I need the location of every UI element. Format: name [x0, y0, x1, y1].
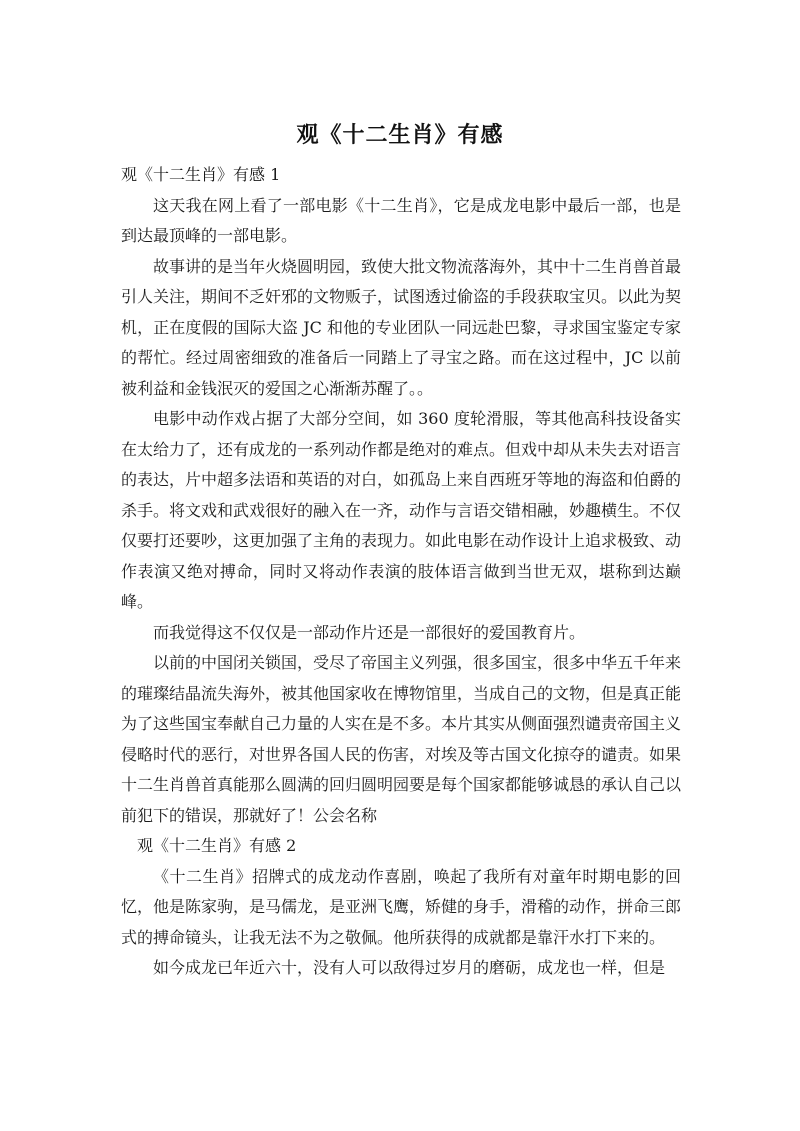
- section-heading-2: 观《十二生肖》有感 2: [137, 836, 297, 855]
- document-body: [121, 160, 681, 984]
- paragraph: 这天我在网上看了一部电影《十二生肖》，它是成龙电影中最后一部，也是到达最顶峰的一部电影。: [121, 195, 681, 245]
- paragraph: 电影中动作戏占据了大部分空间，如 360 度轮滑服，等其他高科技设备实在太给力了，还有成龙的一系列动作都是绝对的难点。但戏中却从未失去对语言的表达，片中超多法语和英语的对白，如孤岛上来自西班牙等地的海盗和伯爵的杀手。将文戏和武戏很好的融入在一齐，动作与言语交错相融，妙趣横生。不仅仅要打还要吵，这更加强了主角的表现力。如此电影在动作设计上追求极致、动作表演又绝对搏命，同时又将动作表演的肢体语言做到当世无双，堪称到达巅峰。: [121, 409, 682, 611]
- paragraph: 《十二生肖》招牌式的成龙动作喜剧，唤起了我所有对童年时期电影的回忆，他是陈家驹，是马儒龙，是亚洲飞鹰，矫健的身手，滑稽的动作，拼命三郎式的搏命镜头，让我无法不为之敬佩。他所获得的成就都是靠汗水打下来的。: [121, 866, 682, 947]
- paragraph: 以前的中国闭关锁国，受尽了帝国主义列强，很多国宝，很多中华五千年来的璀璨结晶流失海外，被其他国家收在博物馆里，当成自己的文物，但是真正能为了这些国宝奉献自己力量的人实在是不多。本片其实从侧面强烈谴责帝国主义侵略时代的恶行，对世界各国人民的伤害，对埃及等古国文化掠夺的谴责。如果十二生肖兽首真能那么圆满的回归圆明园要是每个国家都能够诚恳的承认自己以前犯下的错误，那就好了！公会名称: [121, 653, 682, 825]
- document-title: 观《十二生肖》有感: [296, 123, 504, 148]
- paragraph: 如今成龙已年近六十，没有人可以敌得过岁月的磨砺，成龙也一样，但是: [153, 958, 666, 977]
- paragraph: 故事讲的是当年火烧圆明园，致使大批文物流落海外，其中十二生肖兽首最引人关注，期间不乏奸邪的文物贩子，试图透过偷盗的手段获取宝贝。以此为契机，正在度假的国际大盗 JC 和他的专业团队一同远赴巴黎，寻求国宝鉴定专家的帮忙。经过周密细致的准备后一同踏上了寻宝之路。而在这过程中，JC 以前被利益和金钱泯灭的爱国之心渐渐苏醒了。。: [121, 256, 682, 398]
- paragraph: 而我觉得这不仅仅是一部动作片还是一部很好的爱国教育片。: [153, 622, 586, 642]
- section-heading-1: 观《十二生肖》有感 1: [121, 165, 281, 184]
